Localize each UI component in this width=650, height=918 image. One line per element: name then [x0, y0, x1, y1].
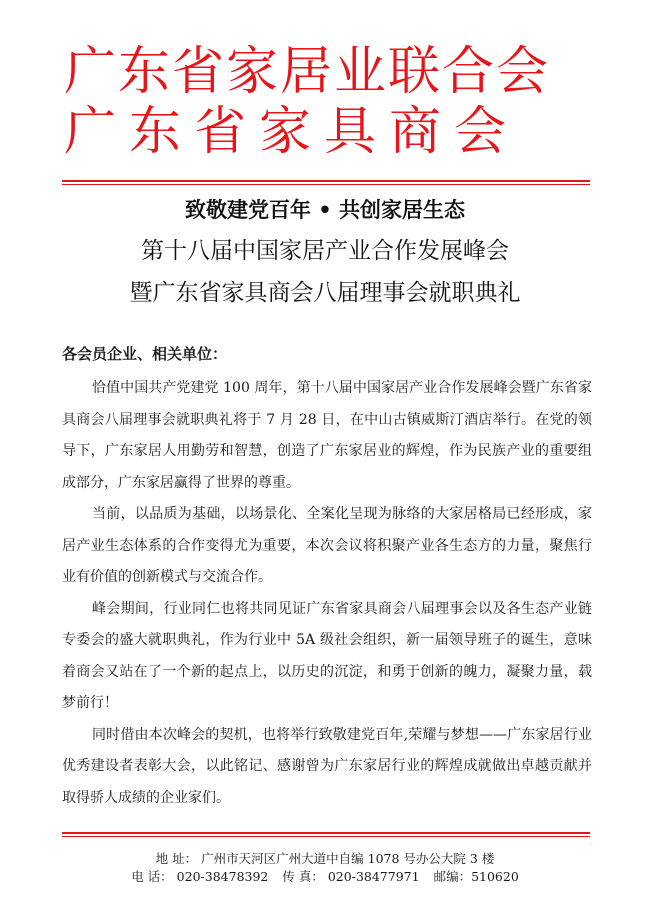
postcode-label: 邮编： — [433, 869, 472, 884]
address-value: 广州市天河区广州大道中自编 1078 号办公大院 3 楼 — [201, 851, 495, 866]
phone-label: 电 话： — [131, 869, 173, 884]
slogan: 致敬建党百年 • 共创家居生态 — [184, 198, 466, 222]
org-name-line-1: 广东省家居业联合会 — [64, 42, 551, 102]
phone-value: 020-38478392 — [176, 869, 269, 884]
footer-contact-line — [0, 868, 650, 886]
footer-address-line — [0, 850, 650, 868]
event-title-line-1: 第十八届中国家居产业合作发展峰会 — [141, 238, 509, 264]
paragraph-2: 当前，以品质为基础，以场景化、全案化呈现为脉络的大家居格局已经形成，家居产业生态体系的合作变得尤为重要，本次会议将积聚产业各生态方的力量，聚焦行业有价值的创新模式与交流合作。 — [62, 506, 592, 585]
event-title-line-2: 暨广东省家具商会八届理事会就职典礼 — [129, 280, 521, 306]
footer-divider — [62, 832, 590, 837]
postcode-value: 510620 — [471, 869, 519, 884]
letter-body — [62, 373, 592, 814]
address-label: 地 址： — [155, 851, 198, 866]
fax-value: 020-38477971 — [327, 869, 420, 884]
org-name-line-2: 广东省家具商会 — [64, 102, 520, 162]
fax-label: 传 真： — [282, 869, 324, 884]
paragraph-3: 峰会期间，行业同仁也将共同见证广东省家具商会八届理事会以及各生态产业链专委会的盛大就职典礼，作为行业中 5A 级社会组织，新一届领导班子的诞生，意味着商会又站在了一个新的起点上，以历史的沉淀，和勇于创新的魄力，凝聚力量，载梦前行！ — [62, 600, 592, 711]
header-divider — [62, 180, 590, 185]
paragraph-1: 恰值中国共产党建党 100 周年，第十八届中国家居产业合作发展峰会暨广东省家具商会八届理事会就职典礼将于 7 月 28 日，在中山古镇威斯汀酒店举行。在党的领导下，广东家居人用勤劳和智慧，创造了广东家居业的辉煌，作为民族产业的重要组成部分，广东家居赢得了世界的尊重。 — [62, 380, 592, 491]
salutation: 各会员企业、相关单位： — [62, 345, 228, 363]
paragraph-4: 同时借由本次峰会的契机，也将举行致敬建党百年,荣耀与梦想——广东家居行业优秀建设者表彰大会，以此铭记、感谢曾为广东家居行业的辉煌成就做出卓越贡献并取得骄人成绩的企业家们。 — [62, 726, 592, 806]
